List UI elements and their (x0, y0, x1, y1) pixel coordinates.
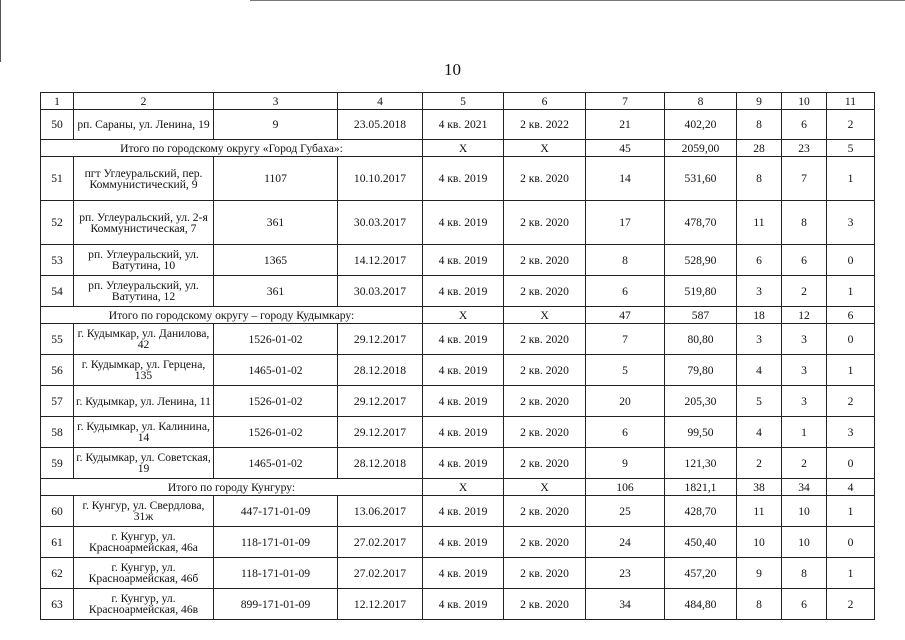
table-row (41, 157, 875, 201)
table-cell: 519,80 (665, 276, 737, 307)
row-number-cell: 51 (41, 157, 74, 201)
table-cell: 27.02.2017 (338, 558, 423, 589)
table-cell: 7 (782, 157, 827, 201)
table-row (41, 589, 875, 620)
table-cell: 10 (782, 496, 827, 527)
summary-cell: 6 (827, 307, 875, 324)
summary-cell: Х (423, 479, 504, 496)
summary-row (41, 307, 875, 324)
table-cell: 2 (827, 589, 875, 620)
table-cell: 2 кв. 2020 (504, 276, 586, 307)
table-cell: 361 (214, 201, 338, 245)
address-cell: г. Кудымкар, ул. Герцена, 135 (74, 355, 214, 386)
table-cell: 1 (782, 417, 827, 448)
header-cell: 8 (665, 93, 737, 110)
table-cell: 29.12.2017 (338, 417, 423, 448)
table-cell: 8 (737, 589, 782, 620)
table-row (41, 496, 875, 527)
address-cell: г. Кудымкар, ул. Данилова, 42 (74, 324, 214, 355)
header-cell: 4 (338, 93, 423, 110)
table-cell: 30.03.2017 (338, 276, 423, 307)
table-cell: 2 кв. 2020 (504, 201, 586, 245)
table-cell: 0 (827, 448, 875, 479)
address-cell: г. Кунгур, ул. Красноармейская, 46в (74, 589, 214, 620)
table-row (41, 110, 875, 140)
table-cell: 2 (827, 386, 875, 417)
table-cell: 2 кв. 2020 (504, 417, 586, 448)
table-cell: 1526-01-02 (214, 386, 338, 417)
table-cell: 1526-01-02 (214, 417, 338, 448)
table-cell: 0 (827, 527, 875, 558)
table-cell: 10.10.2017 (338, 157, 423, 201)
table-cell: 2 кв. 2020 (504, 448, 586, 479)
summary-cell: 4 (827, 479, 875, 496)
row-number-cell: 61 (41, 527, 74, 558)
summary-cell: 12 (782, 307, 827, 324)
table-cell: 3 (782, 386, 827, 417)
table-cell: 428,70 (665, 496, 737, 527)
summary-cell: 47 (586, 307, 665, 324)
summary-label: Итого по городскому округу «Город Губаха»: (41, 140, 423, 157)
table-cell: 118-171-01-09 (214, 527, 338, 558)
table-cell: 7 (586, 324, 665, 355)
address-cell: рп. Сараны, ул. Ленина, 19 (74, 110, 214, 140)
table-cell: 457,20 (665, 558, 737, 589)
table-cell: 3 (782, 355, 827, 386)
table-cell: 402,20 (665, 110, 737, 140)
table-row (41, 386, 875, 417)
table-cell: 6 (782, 245, 827, 276)
table-cell: 9 (737, 558, 782, 589)
header-cell: 7 (586, 93, 665, 110)
table-cell: 13.06.2017 (338, 496, 423, 527)
summary-cell: 2059,00 (665, 140, 737, 157)
left-rule (0, 0, 1, 62)
table-row (41, 558, 875, 589)
summary-cell: 23 (782, 140, 827, 157)
table-cell: 2 (782, 448, 827, 479)
table-cell: 11 (737, 496, 782, 527)
summary-label: Итого по городскому округу – городу Кудымкару: (41, 307, 423, 324)
table-cell: 2 (782, 276, 827, 307)
summary-cell: Х (423, 140, 504, 157)
top-rule (250, 0, 905, 1)
table-cell: 79,80 (665, 355, 737, 386)
table-cell: 450,40 (665, 527, 737, 558)
table-cell: 4 кв. 2019 (423, 496, 504, 527)
header-cell: 3 (214, 93, 338, 110)
table-cell: 361 (214, 276, 338, 307)
address-cell: г. Кудымкар, ул. Ленина, 11 (74, 386, 214, 417)
summary-cell: 38 (737, 479, 782, 496)
table-row (41, 324, 875, 355)
table-cell: 1 (827, 157, 875, 201)
table-cell: 30.03.2017 (338, 201, 423, 245)
table-row (41, 448, 875, 479)
table-cell: 8 (782, 201, 827, 245)
table-cell: 20 (586, 386, 665, 417)
summary-cell: 5 (827, 140, 875, 157)
row-number-cell: 56 (41, 355, 74, 386)
table-cell: 2 (827, 110, 875, 140)
table-cell: 23.05.2018 (338, 110, 423, 140)
table-cell: 447-171-01-09 (214, 496, 338, 527)
table-cell: 11 (737, 201, 782, 245)
header-cell: 11 (827, 93, 875, 110)
table-cell: 5 (586, 355, 665, 386)
table-cell: 0 (827, 245, 875, 276)
table-cell: 9 (214, 110, 338, 140)
table-cell: 118-171-01-09 (214, 558, 338, 589)
summary-cell: 28 (737, 140, 782, 157)
table-cell: 8 (782, 558, 827, 589)
table-cell: 899-171-01-09 (214, 589, 338, 620)
table-cell: 2 кв. 2020 (504, 558, 586, 589)
table-cell: 4 кв. 2019 (423, 386, 504, 417)
table-cell: 3 (737, 324, 782, 355)
summary-cell: 106 (586, 479, 665, 496)
table-cell: 24 (586, 527, 665, 558)
table-cell: 14.12.2017 (338, 245, 423, 276)
table-row (41, 201, 875, 245)
table-cell: 3 (782, 324, 827, 355)
row-number-cell: 50 (41, 110, 74, 140)
table-cell: 27.02.2017 (338, 527, 423, 558)
table-cell: 23 (586, 558, 665, 589)
summary-cell: 1821,1 (665, 479, 737, 496)
summary-cell: Х (504, 479, 586, 496)
row-number-cell: 57 (41, 386, 74, 417)
table-cell: 29.12.2017 (338, 386, 423, 417)
table-cell: 8 (737, 110, 782, 140)
row-number-cell: 55 (41, 324, 74, 355)
table-cell: 5 (737, 386, 782, 417)
header-cell: 9 (737, 93, 782, 110)
table-row (41, 417, 875, 448)
summary-cell: 34 (782, 479, 827, 496)
table-cell: 4 кв. 2019 (423, 276, 504, 307)
table-cell: 3 (737, 276, 782, 307)
table-cell: 34 (586, 589, 665, 620)
table-cell: 4 кв. 2019 (423, 448, 504, 479)
table-cell: 4 кв. 2019 (423, 245, 504, 276)
row-number-cell: 59 (41, 448, 74, 479)
table-cell: 80,80 (665, 324, 737, 355)
table-cell: 2 кв. 2020 (504, 355, 586, 386)
summary-cell: Х (504, 307, 586, 324)
table-cell: 3 (827, 417, 875, 448)
summary-cell: Х (423, 307, 504, 324)
address-cell: г. Кудымкар, ул. Советская, 19 (74, 448, 214, 479)
table-row (41, 527, 875, 558)
table-cell: 4 кв. 2019 (423, 157, 504, 201)
address-cell: рп. Углеуральский, ул. Ватутина, 12 (74, 276, 214, 307)
table-cell: 21 (586, 110, 665, 140)
table-cell: 205,30 (665, 386, 737, 417)
header-cell: 1 (41, 93, 74, 110)
table-cell: 0 (827, 324, 875, 355)
table-cell: 28.12.2018 (338, 448, 423, 479)
table-cell: 121,30 (665, 448, 737, 479)
row-number-cell: 63 (41, 589, 74, 620)
summary-label: Итого по городу Кунгуру: (41, 479, 423, 496)
summary-row (41, 479, 875, 496)
row-number-cell: 58 (41, 417, 74, 448)
table-cell: 2 кв. 2020 (504, 496, 586, 527)
row-number-cell: 52 (41, 201, 74, 245)
table-cell: 2 (737, 448, 782, 479)
table-row (41, 245, 875, 276)
summary-cell: Х (504, 140, 586, 157)
table-cell: 1365 (214, 245, 338, 276)
table-cell: 1465-01-02 (214, 355, 338, 386)
table-cell: 4 кв. 2019 (423, 355, 504, 386)
address-cell: пгт Углеуральский, пер. Коммунистический, 9 (74, 157, 214, 201)
apartment-table (40, 92, 875, 620)
table-cell: 2 кв. 2020 (504, 157, 586, 201)
table-cell: 6 (782, 589, 827, 620)
table-cell: 4 кв. 2019 (423, 201, 504, 245)
table-cell: 3 (827, 201, 875, 245)
page-number: 10 (444, 60, 461, 79)
table-cell: 2 кв. 2020 (504, 589, 586, 620)
table-cell: 4 кв. 2019 (423, 324, 504, 355)
table-cell: 528,90 (665, 245, 737, 276)
table-cell: 484,80 (665, 589, 737, 620)
table-cell: 4 кв. 2019 (423, 417, 504, 448)
table-cell: 6 (586, 417, 665, 448)
table-row (41, 355, 875, 386)
table-row (41, 276, 875, 307)
table-cell: 25 (586, 496, 665, 527)
table-cell: 6 (737, 245, 782, 276)
table-cell: 8 (586, 245, 665, 276)
table-cell: 2 кв. 2020 (504, 386, 586, 417)
row-number-cell: 53 (41, 245, 74, 276)
table-cell: 2 кв. 2020 (504, 245, 586, 276)
table-cell: 28.12.2018 (338, 355, 423, 386)
table-cell: 8 (737, 157, 782, 201)
table-cell: 1 (827, 496, 875, 527)
summary-row (41, 140, 875, 157)
table-cell: 2 кв. 2020 (504, 324, 586, 355)
row-number-cell: 54 (41, 276, 74, 307)
row-number-cell: 62 (41, 558, 74, 589)
row-number-cell: 60 (41, 496, 74, 527)
table-cell: 6 (586, 276, 665, 307)
table-cell: 10 (782, 527, 827, 558)
table-cell: 4 (737, 417, 782, 448)
table-cell: 1 (827, 276, 875, 307)
table-cell: 1465-01-02 (214, 448, 338, 479)
table-cell: 17 (586, 201, 665, 245)
table-cell: 2 кв. 2020 (504, 527, 586, 558)
summary-cell: 18 (737, 307, 782, 324)
table-cell: 1526-01-02 (214, 324, 338, 355)
table-cell: 29.12.2017 (338, 324, 423, 355)
address-cell: рп. Углеуральский, ул. Ватутина, 10 (74, 245, 214, 276)
table-cell: 1 (827, 558, 875, 589)
table-cell: 14 (586, 157, 665, 201)
header-cell: 6 (504, 93, 586, 110)
table-cell: 10 (737, 527, 782, 558)
table-cell: 1107 (214, 157, 338, 201)
table-cell: 99,50 (665, 417, 737, 448)
header-cell: 2 (74, 93, 214, 110)
table-cell: 12.12.2017 (338, 589, 423, 620)
header-cell: 10 (782, 93, 827, 110)
table-cell: 1 (827, 355, 875, 386)
table-cell: 2 кв. 2022 (504, 110, 586, 140)
summary-cell: 45 (586, 140, 665, 157)
summary-cell: 587 (665, 307, 737, 324)
address-cell: г. Кудымкар, ул. Калинина, 14 (74, 417, 214, 448)
table-cell: 4 кв. 2019 (423, 589, 504, 620)
table-cell: 478,70 (665, 201, 737, 245)
address-cell: г. Кунгур, ул. Свердлова, 31ж (74, 496, 214, 527)
table-cell: 531,60 (665, 157, 737, 201)
address-cell: г. Кунгур, ул. Красноармейская, 46б (74, 558, 214, 589)
table-cell: 4 (737, 355, 782, 386)
address-cell: рп. Углеуральский, ул. 2-я Коммунистическая, 7 (74, 201, 214, 245)
table-cell: 4 кв. 2021 (423, 110, 504, 140)
table-cell: 4 кв. 2019 (423, 527, 504, 558)
address-cell: г. Кунгур, ул. Красноармейская, 46а (74, 527, 214, 558)
table-cell: 4 кв. 2019 (423, 558, 504, 589)
table-cell: 9 (586, 448, 665, 479)
header-cell: 5 (423, 93, 504, 110)
header-row (41, 93, 875, 110)
table-cell: 6 (782, 110, 827, 140)
